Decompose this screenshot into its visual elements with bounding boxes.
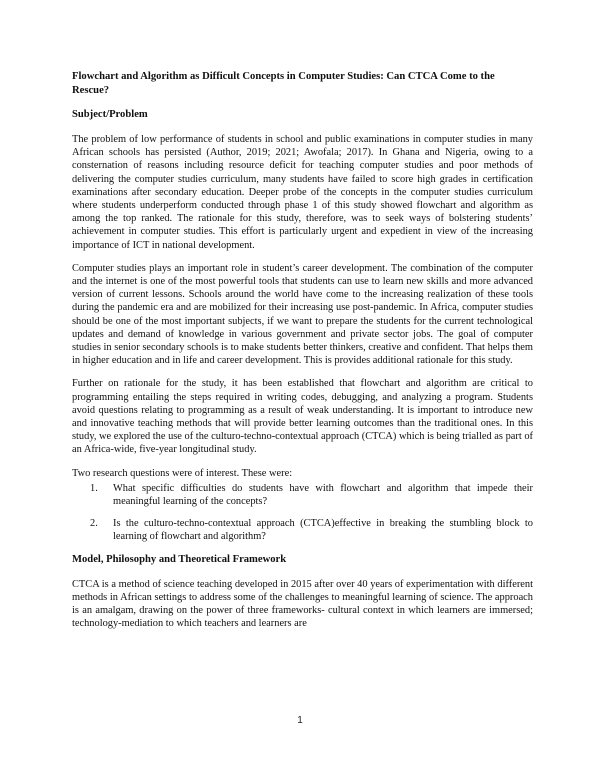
section-heading-model-philosophy: Model, Philosophy and Theoretical Framework [72,553,287,565]
list-item [72,482,533,508]
paragraph: Two research questions were of interest. These were: [72,467,293,479]
list-item-number: 1. [90,482,98,494]
paragraph: The problem of low performance of students in school and public examinations in computer studies in many African schools has persisted (Author, 2019; 2021; Awofala; 2017). In Ghana and Nigeria, owing to a consternation of reasons including resource deficit for teaching computer studies and poor methods of delivering the computer studies curriculum, many students have failed to score high grades in certification examinations after secondary education. Deeper probe of the concepts in the computer studies curriculum where students underperform conducted through phase 1 of this study showed flowchart and algorithm as among the top ranked. The rationale for this study, therefore, was to seek ways of bolstering students’ achievement in computer studies. This effort is particularly urgent and expedient in view of the increasing importance of ICT in national development. [72,134,533,251]
list-item-text: Is the culturo-techno-contextual approach (CTCA)effective in breaking the stumbling block to learning of flowchart and algorithm? [113,518,533,543]
paragraph: Computer studies plays an important role in student’s career development. The combination of the computer and the internet is one of the most powerful tools that students can use to learn new skills and more advanced version of current lessons. Schools around the world have come to the increasing realization of these tools during the pandemic era and are mobilized for their increasing use post-pandemic. In Africa, computer studies should be one of the most important subjects, if we want to prepare the students for the current technological updates and demand of knowledge in various government and private sector jobs. The goal of computer studies in senior secondary schools is to make students better thinkers, creative and confident. That helps them in higher education and in life and career development. This is provides additional rationale for this study. [72,262,533,367]
list-item-text: What specific difficulties do students have with flowchart and algorithm that impede their meaningful learning of the concepts? [113,482,533,508]
page-number: 1 [297,715,303,726]
list-item [72,517,533,543]
list-item-number: 2. [90,518,98,530]
research-questions-list [72,482,533,544]
document-body [72,70,533,641]
document-title: Flowchart and Algorithm as Difficult Concepts in Computer Studies: Can CTCA Come to the Rescue? [72,71,495,96]
section-heading-subject-problem: Subject/Problem [72,109,148,120]
paragraph: Further on rationale for the study, it has been established that flowchart and algorithm are critical to programming entailing the steps required in writing codes, debugging, and analyzing a program. Students avoid questions relating to programming as a result of weak understanding. It is important to introduce new and innovative teaching methods that will provide better learning outcomes than the traditional ones. In this study, we explored the use of the culturo-techno-contextual approach (CTCA) which is being trialled as part of an Africa-wide, five-year longitudinal study. [72,378,533,456]
paragraph: CTCA is a method of science teaching developed in 2015 after over 40 years of experimentation with different methods in African settings to address some of the challenges to meaningful learning of science. The approach is an amalgam, drawing on the power of three frameworks- cultural context in which learners are immersed; technology-mediation to which teachers and learners are [72,578,533,630]
